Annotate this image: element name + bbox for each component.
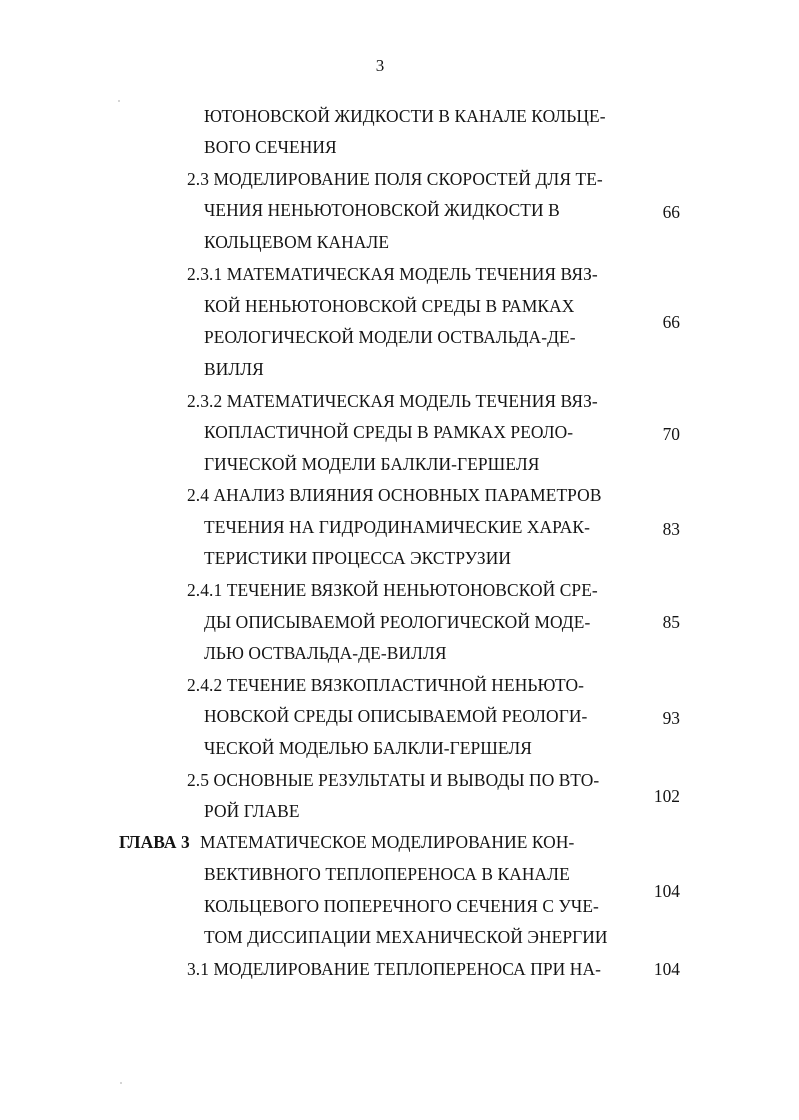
toc-page-number: 102 [653, 786, 680, 806]
scan-speck [120, 1082, 122, 1084]
toc-line: МАТЕМАТИЧЕСКОЕ МОДЕЛИРОВАНИЕ КОН- [200, 832, 575, 852]
scan-speck [118, 100, 120, 102]
toc-page-number: 66 [662, 312, 680, 332]
toc-line: ВЕКТИВНОГО ТЕПЛОПЕРЕНОСА В КАНАЛЕ [204, 864, 570, 884]
toc-page-number: 93 [662, 708, 680, 728]
toc-line: ВИЛЛЯ [204, 359, 264, 379]
toc-line: НОВСКОЙ СРЕДЫ ОПИСЫВАЕМОЙ РЕОЛОГИ- [204, 706, 588, 726]
toc-page-number: 104 [653, 959, 680, 979]
toc-line: ВОГО СЕЧЕНИЯ [204, 137, 337, 157]
toc-line: ГИЧЕСКОЙ МОДЕЛИ БАЛКЛИ-ГЕРШЕЛЯ [204, 454, 540, 474]
toc-line: 2.3 МОДЕЛИРОВАНИЕ ПОЛЯ СКОРОСТЕЙ ДЛЯ ТЕ- [187, 169, 603, 189]
toc-line: 2.5 ОСНОВНЫЕ РЕЗУЛЬТАТЫ И ВЫВОДЫ ПО ВТО- [187, 770, 600, 790]
chapter-label: ГЛАВА 3 [119, 832, 190, 852]
page-number: 3 [375, 56, 385, 75]
toc-line: КОЛЬЦЕВОМ КАНАЛЕ [204, 232, 390, 252]
toc-line: ЮТОНОВСКОЙ ЖИДКОСТИ В КАНАЛЕ КОЛЬЦЕ- [204, 106, 606, 126]
toc-page-number: 66 [662, 202, 680, 222]
toc-page-number: 85 [662, 612, 680, 632]
toc-line: ТЕРИСТИКИ ПРОЦЕССА ЭКСТРУЗИИ [204, 548, 512, 568]
toc-line: РОЙ ГЛАВЕ [204, 801, 300, 821]
toc-line: 3.1 МОДЕЛИРОВАНИЕ ТЕПЛОПЕРЕНОСА ПРИ НА- [187, 959, 601, 979]
toc-line: КОПЛАСТИЧНОЙ СРЕДЫ В РАМКАХ РЕОЛО- [204, 422, 574, 442]
toc-line: 2.3.2 МАТЕМАТИЧЕСКАЯ МОДЕЛЬ ТЕЧЕНИЯ ВЯЗ- [187, 391, 598, 411]
toc-line: 2.4.2 ТЕЧЕНИЕ ВЯЗКОПЛАСТИЧНОЙ НЕНЬЮТО- [187, 675, 585, 695]
toc-line: 2.4 АНАЛИЗ ВЛИЯНИЯ ОСНОВНЫХ ПАРАМЕТРОВ [187, 485, 602, 505]
toc-line: КОЙ НЕНЬЮТОНОВСКОЙ СРЕДЫ В РАМКАХ [204, 296, 575, 316]
toc-line: 2.3.1 МАТЕМАТИЧЕСКАЯ МОДЕЛЬ ТЕЧЕНИЯ ВЯЗ- [187, 264, 598, 284]
toc-line: ЧЕСКОЙ МОДЕЛЬЮ БАЛКЛИ-ГЕРШЕЛЯ [204, 738, 533, 758]
toc-line: КОЛЬЦЕВОГО ПОПЕРЕЧНОГО СЕЧЕНИЯ С УЧЕ- [204, 896, 599, 916]
toc-page-number: 83 [662, 519, 680, 539]
toc-line: ЧЕНИЯ НЕНЬЮТОНОВСКОЙ ЖИДКОСТИ В [204, 200, 560, 220]
toc-page-number: 104 [653, 881, 680, 901]
toc-line: ДЫ ОПИСЫВАЕМОЙ РЕОЛОГИЧЕСКОЙ МОДЕ- [204, 612, 591, 632]
toc-line: РЕОЛОГИЧЕСКОЙ МОДЕЛИ ОСТВАЛЬДА-ДЕ- [204, 327, 576, 347]
toc-line: ТЕЧЕНИЯ НА ГИДРОДИНАМИЧЕСКИЕ ХАРАК- [204, 517, 590, 537]
toc-line: 2.4.1 ТЕЧЕНИЕ ВЯЗКОЙ НЕНЬЮТОНОВСКОЙ СРЕ- [187, 580, 598, 600]
toc-line: ТОМ ДИССИПАЦИИ МЕХАНИЧЕСКОЙ ЭНЕРГИИ [204, 927, 608, 947]
toc-page-number: 70 [662, 424, 680, 444]
toc-line: ЛЬЮ ОСТВАЛЬДА-ДЕ-ВИЛЛЯ [204, 643, 447, 663]
